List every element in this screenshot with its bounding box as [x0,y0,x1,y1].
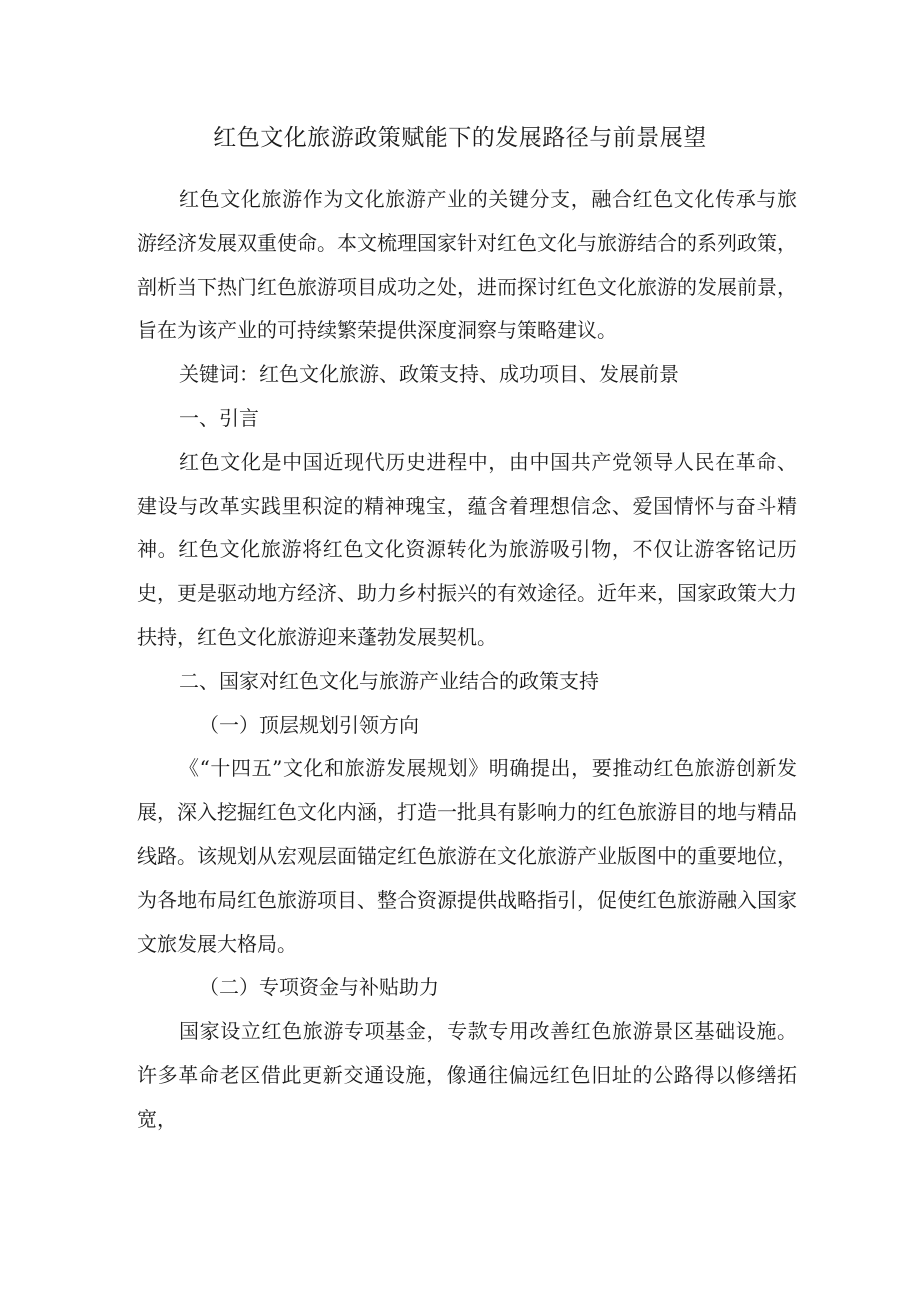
section-2-heading: 二、国家对红色文化与旅游产业结合的政策支持 [179,668,599,693]
section-1-heading: 一、引言 [179,405,259,430]
subsection-1-paragraph: 《“十四五”文化和旅游发展规划》明确提出，要推动红色旅游创新发展，深入挖掘红色文化内涵，打造一批具有影响力的红色旅游目的地与精品线路。该规划从宏观层面锚定红色旅游在文化旅游产业版图中的重要地位，为各地布局红色旅游项目、整合资源提供战略指引，促使红色旅游融入国家文旅发展大格局。 [137,756,797,956]
abstract-paragraph: 红色文化旅游作为文化旅游产业的关键分支，融合红色文化传承与旅游经济发展双重使命。本文梳理国家针对红色文化与旅游结合的系列政策，剖析当下热门红色旅游项目成功之处，进而探讨红色文化旅游的发展前景，旨在为该产业的可持续繁荣提供深度洞察与策略建议。 [137,187,797,343]
document-title: 红色文化旅游政策赋能下的发展路径与前景展望 [213,125,707,151]
subsection-1-heading: （一）顶层规划引领方向 [199,712,419,737]
document-body [137,178,797,1142]
subsection-2-paragraph: 国家设立红色旅游专项基金，专款专用改善红色旅游景区基础设施。许多革命老区借此更新交通设施，像通往偏远红色旧址的公路得以修缮拓宽， [137,1019,797,1131]
section-1-paragraph: 红色文化是中国近现代历史进程中，由中国共产党领导人民在革命、建设与改革实践里积淀的精神瑰宝，蕴含着理想信念、爱国情怀与奋斗精神。红色文化旅游将红色文化资源转化为旅游吸引物，不仅让游客铭记历史，更是驱动地方经济、助力乡村振兴的有效途径。近年来，国家政策大力扶持，红色文化旅游迎来蓬勃发展契机。 [137,449,797,649]
subsection-2-heading: （二）专项资金与补贴助力 [199,975,439,1000]
keywords-line: 关键词：红色文化旅游、政策支持、成功项目、发展前景 [179,362,679,387]
